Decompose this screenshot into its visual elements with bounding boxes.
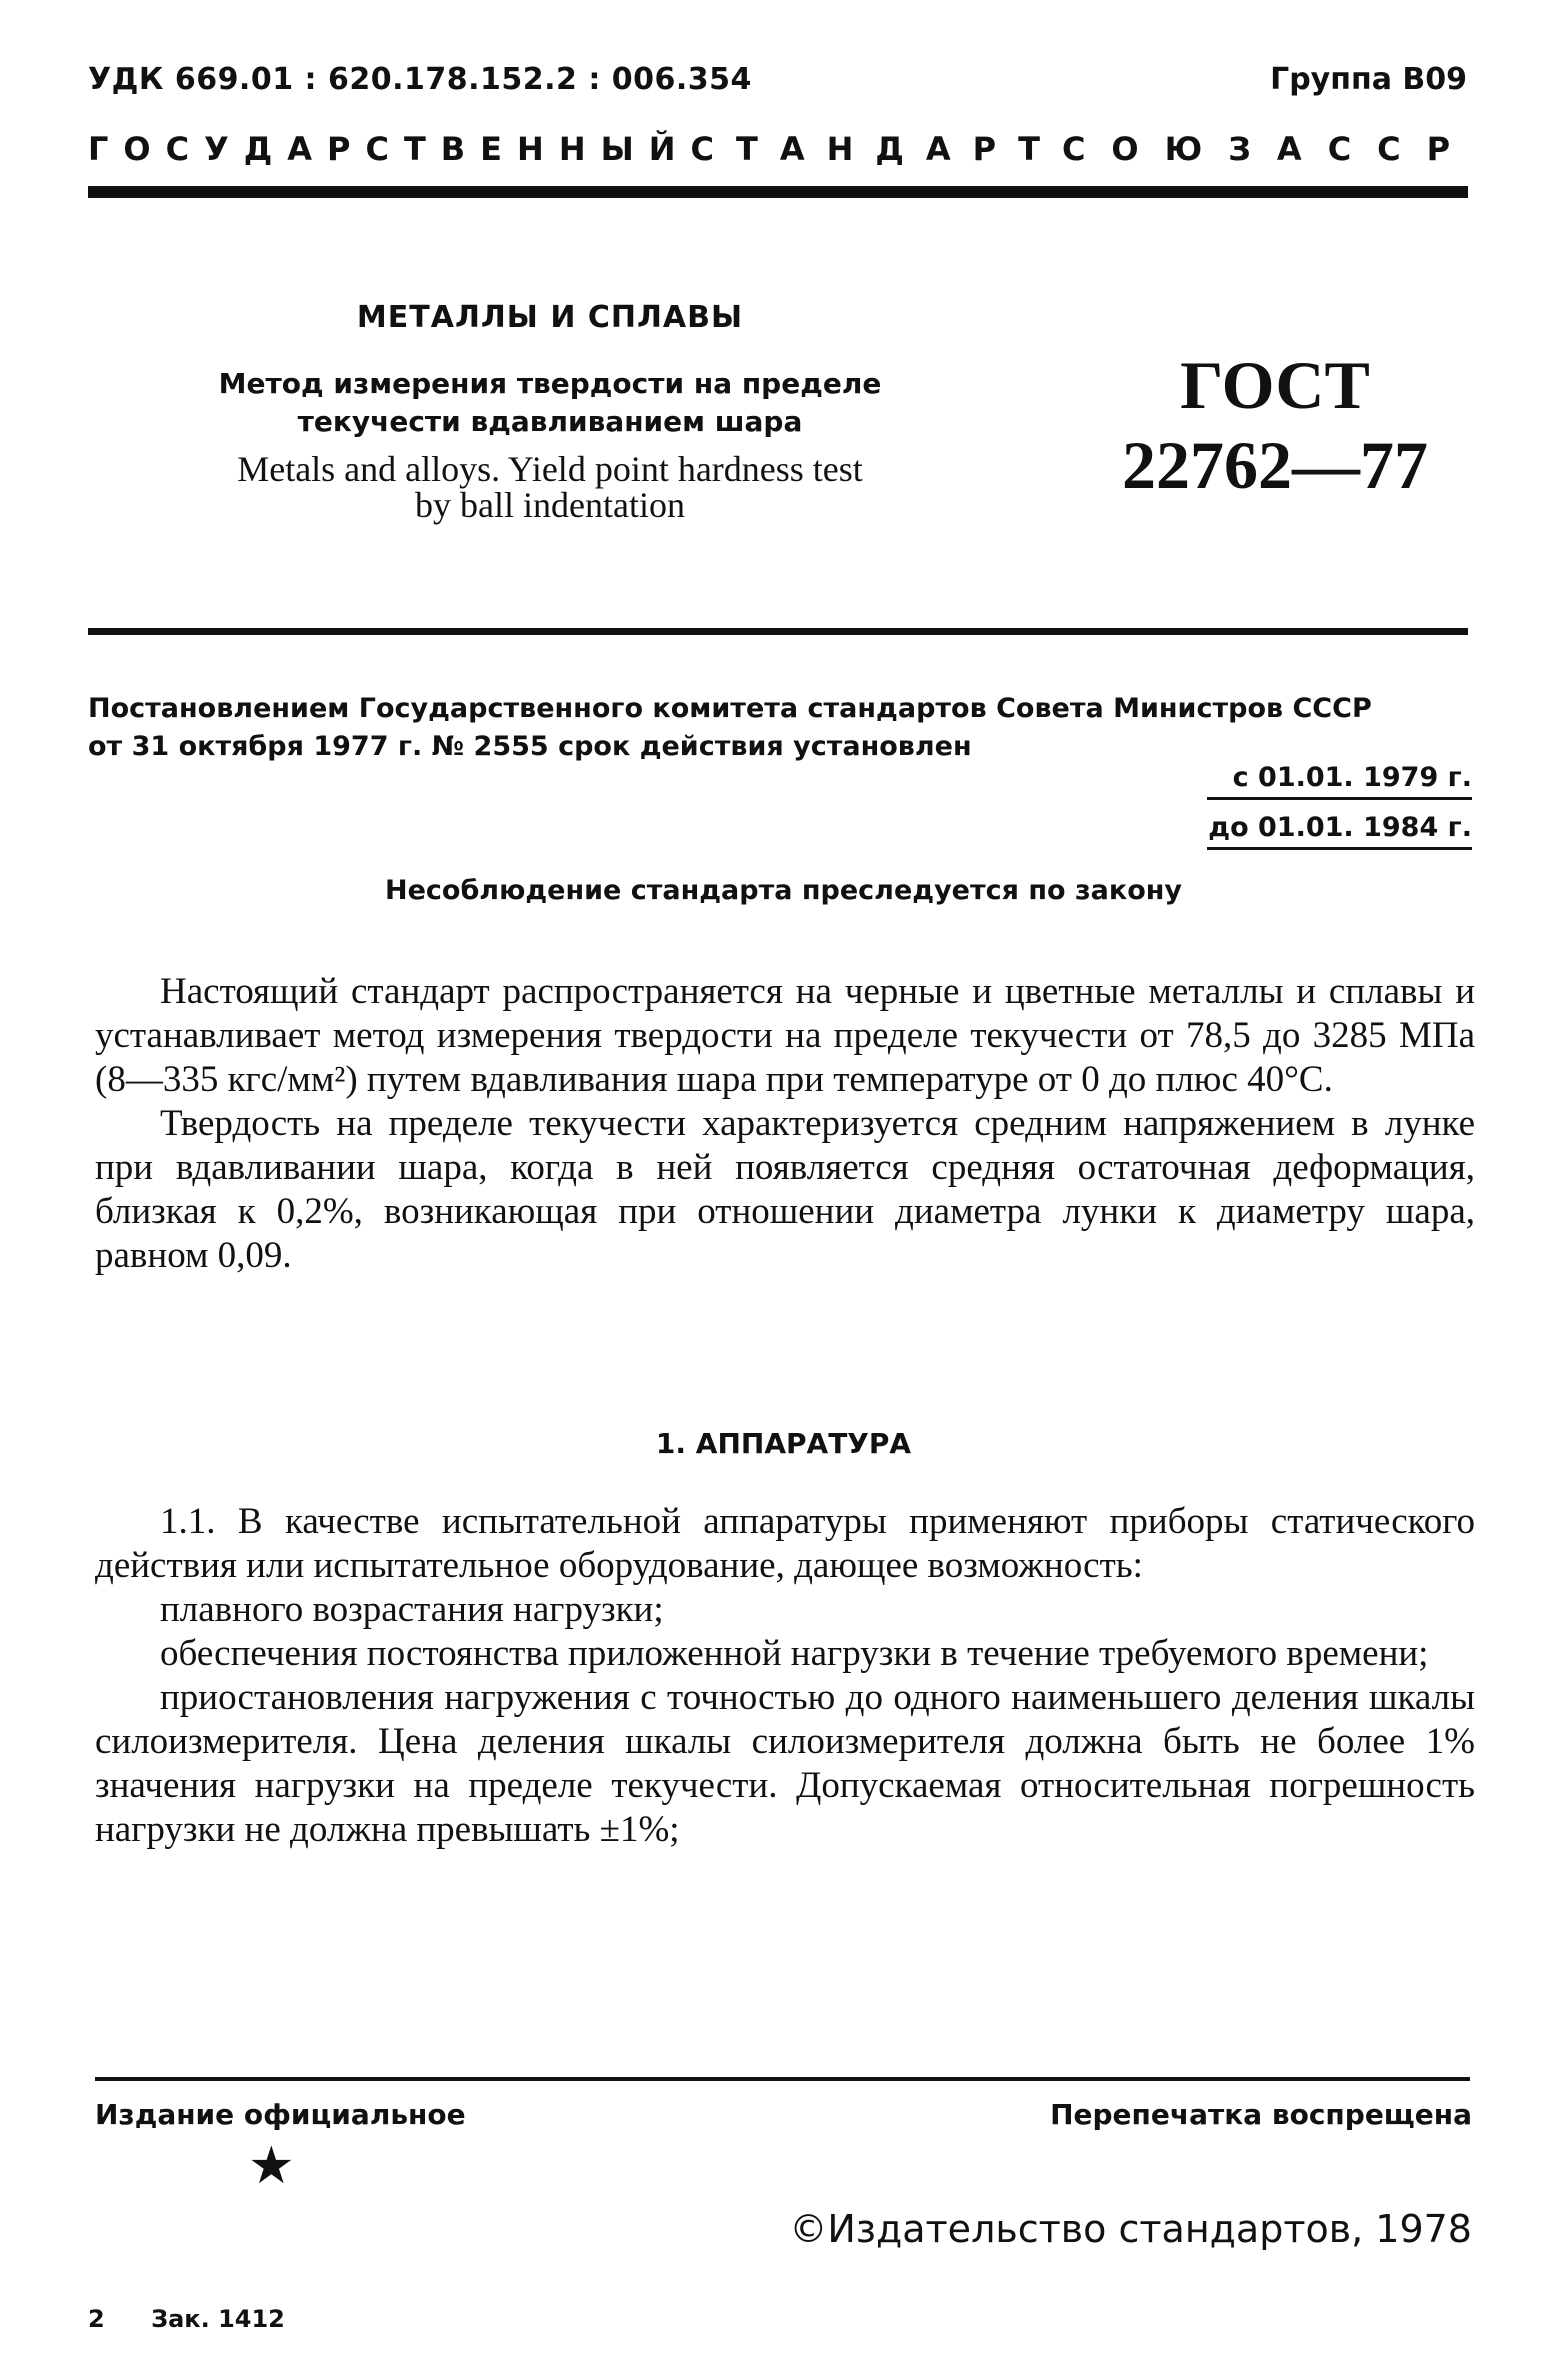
gost-number: 22762—77 (1122, 427, 1428, 503)
banner-word: ГОСУДАРСТВЕННЫЙ (88, 130, 691, 168)
footer-rule (95, 2077, 1470, 2081)
reprint-prohibited: Перепечатка воспрещена (1050, 2098, 1472, 2131)
effective-date-to: до 01.01. 1984 г. (1207, 812, 1472, 850)
decree-text (88, 690, 1478, 766)
non-compliance-notice: Несоблюдение стандарта преследуется по закону (384, 875, 1183, 906)
official-edition: Издание официальное (95, 2098, 466, 2131)
star-icon: ★ (248, 2136, 295, 2196)
paragraph: обеспечения постоянства приложенной нагрузки в течение требуемого времени; (160, 1633, 1429, 1674)
title-ru-line: текучести вдавливанием шара (297, 405, 803, 438)
decree-line: Постановлением Государственного комитета стандартов Совета Министров СССР (88, 693, 1372, 724)
title-en-line: by ball indentation (415, 485, 685, 525)
paragraph: 1.1. В качестве испытательной аппаратуры применяют приборы статического действия или испытательное оборудование, дающее возможность: (95, 1501, 1475, 1586)
title-ru (150, 365, 950, 441)
banner-word: СТАНДАРТ (690, 130, 1062, 168)
effective-date-from: с 01.01. 1979 г. (1207, 762, 1472, 800)
banner-word: СОЮЗА (1061, 130, 1328, 168)
title-block (150, 300, 950, 523)
title-main: МЕТАЛЛЫ И СПЛАВЫ (356, 300, 744, 335)
section-text (95, 1500, 1475, 1852)
title-ru-line: Метод измерения твердости на пределе (218, 367, 882, 400)
paragraph: Настоящий стандарт распространяется на черные и цветные металлы и сплавы и устанавливает метод измерения твердости на пределе текучести от 78,5 до 3285 МПа (8—335 кгс/мм²) путем вдавливания шара при температуре от 0 до плюс 40°С. (95, 971, 1475, 1100)
gost-label: ГОСТ (1180, 347, 1370, 423)
banner-word: ССР (1327, 130, 1477, 168)
state-standard-banner (88, 130, 1477, 168)
order-line (88, 2305, 285, 2333)
group-code: Группа В09 (1270, 62, 1467, 97)
section-heading: 1. АППАРАТУРА (655, 1427, 912, 1460)
paragraph: плавного возрастания нагрузки; (160, 1589, 664, 1630)
intro-text (95, 970, 1475, 1278)
title-en (150, 451, 950, 523)
decree-line: от 31 октября 1977 г. № 2555 срок действия установлен (88, 731, 972, 762)
order-number: Зак. 1412 (151, 2305, 285, 2333)
gost-designation (1085, 345, 1465, 505)
paragraph: приостановления нагружения с точностью до одного наименьшего деления шкалы силоизмерителя. Цена деления шкалы силоизмерителя должна быть не более 1% значения нагрузки на пределе текучести. Допускаемая относительная погрешность нагрузки не должна превышать ±1%; (95, 1677, 1475, 1850)
paragraph: Твердость на пределе текучести характеризуется средним напряжением в лунке при вдавливании шара, когда в ней появляется средняя остаточная деформация, близкая к 0,2%, возникающая при отношении диаметра лунки к диаметру шара, равном 0,09. (95, 1103, 1475, 1276)
copyright: ©Издательство стандартов, 1978 (789, 2207, 1472, 2251)
udk-code: УДК 669.01 : 620.178.152.2 : 006.354 (88, 62, 752, 97)
title-en-line: Metals and alloys. Yield point hardness test (237, 449, 863, 489)
title-rule (88, 628, 1468, 635)
page-number: 2 (88, 2305, 105, 2333)
header-rule (88, 186, 1468, 198)
